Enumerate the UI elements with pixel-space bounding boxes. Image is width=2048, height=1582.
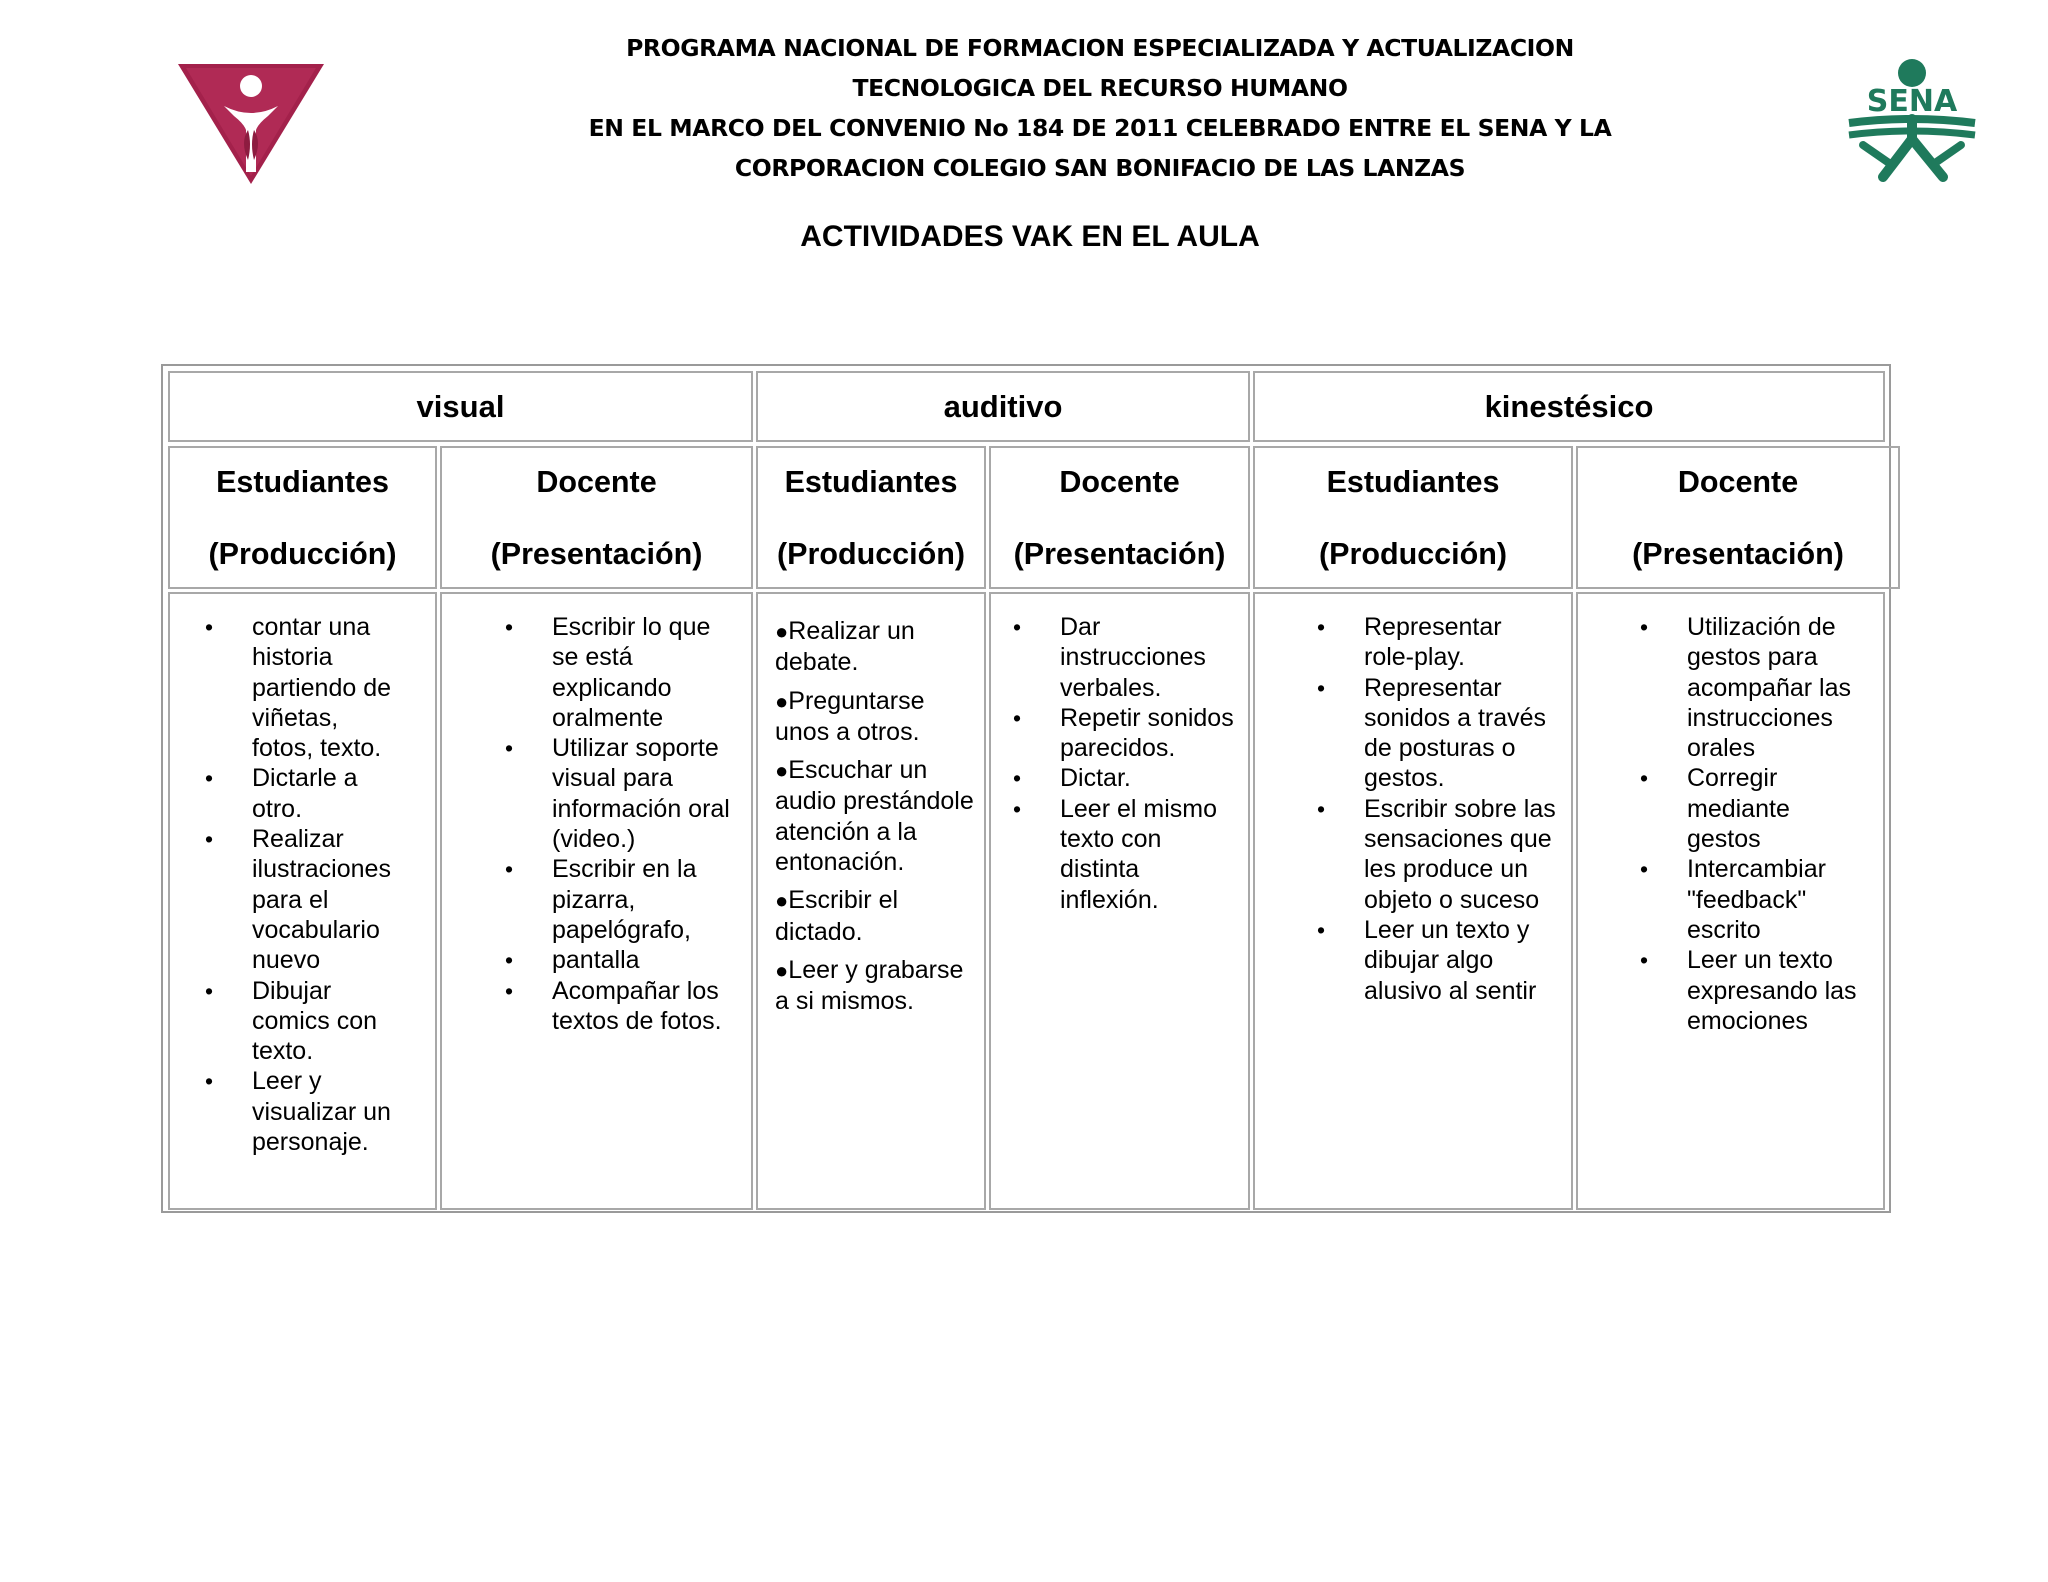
subheader-role: Docente xyxy=(536,465,657,499)
sena-logo-icon xyxy=(1843,55,1981,187)
subheader-mode: (Producción) xyxy=(208,537,397,571)
list-item: • Intercambiar "feedback" escrito xyxy=(1640,854,1870,945)
activity-list xyxy=(1317,612,1557,1006)
left-institution-logo xyxy=(178,64,324,188)
list-item xyxy=(775,686,976,748)
subheader-role: Estudiantes xyxy=(1326,465,1500,499)
list-item: • Escribir en la pizarra, papelógrafo, xyxy=(505,854,740,945)
subheader-role: Estudiantes xyxy=(216,465,389,499)
subheader-mode: (Producción) xyxy=(1318,537,1508,571)
subheader-role: Docente xyxy=(1677,465,1799,499)
bullet-dot-icon: ● xyxy=(775,957,789,983)
list-item: • Realizar ilustraciones para el vocabulario nuevo xyxy=(205,824,405,975)
activity-list xyxy=(1013,612,1238,915)
list-item: • Dar instrucciones verbales. xyxy=(1013,612,1238,703)
list-item-text: Leer y grabarse a si mismos. xyxy=(775,955,964,1016)
program-line: PROGRAMA NACIONAL DE FORMACION ESPECIALIZADA Y ACTUALIZACION xyxy=(626,34,1574,62)
subheader-visual-docente xyxy=(440,446,753,589)
list-item: • Leer un texto expresando las emociones xyxy=(1640,945,1870,1036)
list-item-text: Escribir el dictado. xyxy=(775,886,899,946)
list-item: • Utilización de gestos para acompañar las instrucciones orales xyxy=(1640,612,1870,763)
list-item: • Dictarle a otro. xyxy=(205,763,405,824)
sena-logo xyxy=(1843,55,1981,187)
cell-kinestesico-docente xyxy=(1576,592,1885,1210)
list-item: • Dibujar comics con texto. xyxy=(205,976,405,1067)
activity-list xyxy=(505,612,740,1036)
list-item: • Escribir sobre las sensaciones que les produce un objeto o suceso xyxy=(1317,794,1557,915)
group-header-kinestesico: kinestésico xyxy=(1253,371,1885,442)
list-item: • Utilizar soporte visual para información oral (video.) xyxy=(505,733,740,854)
list-item: • Repetir sonidos parecidos. xyxy=(1013,703,1238,764)
list-item: • Leer el mismo texto con distinta inflexión. xyxy=(1013,794,1238,915)
document-title: ACTIVIDADES VAK EN EL AULA xyxy=(800,220,1260,253)
group-header-visual: visual xyxy=(168,371,753,442)
list-item-text: Escuchar un audio prestándole atención a la entonación. xyxy=(775,756,974,877)
list-item xyxy=(775,955,976,1017)
subheader-role: Docente xyxy=(1059,465,1180,499)
list-item-text: Realizar un debate. xyxy=(775,617,915,677)
list-item-text: Preguntarse unos a otros. xyxy=(775,686,925,746)
list-item xyxy=(775,616,976,678)
bullet-dot-icon: ● xyxy=(775,888,789,914)
list-item: • Representar sonidos a través de posturas o gestos. xyxy=(1317,673,1557,794)
subheader-kinestesico-docente xyxy=(1576,446,1900,589)
list-item: • pantalla xyxy=(505,945,740,975)
subheader-mode: (Presentación) xyxy=(1632,537,1844,571)
list-item: • Acompañar los textos de fotos. xyxy=(505,976,740,1037)
left-logo-emblem-icon xyxy=(178,64,324,188)
subheader-mode: (Presentación) xyxy=(490,537,703,571)
list-item xyxy=(775,885,976,947)
list-item: • contar una historia partiendo de viñetas, fotos, texto. xyxy=(205,612,405,763)
bullet-dot-icon: ● xyxy=(775,619,789,644)
program-line: CORPORACION COLEGIO SAN BONIFACIO DE LAS LANZAS xyxy=(734,154,1466,182)
cell-kinestesico-estudiantes xyxy=(1253,592,1573,1210)
list-item: • Leer y visualizar un personaje. xyxy=(205,1066,405,1157)
cell-auditivo-estudiantes xyxy=(756,592,986,1210)
subheader-visual-estudiantes xyxy=(168,446,437,589)
list-item: • Escribir lo que se está explicando oralmente xyxy=(505,612,740,733)
program-line: EN EL MARCO DEL CONVENIO No 184 DE 2011 CELEBRADO ENTRE EL SENA Y LA xyxy=(588,114,1612,142)
subheader-role: Estudiantes xyxy=(784,465,958,499)
cell-visual-docente xyxy=(440,592,753,1210)
subheader-auditivo-estudiantes xyxy=(756,446,986,589)
bullet-dot-icon: ● xyxy=(775,758,789,784)
vak-activities-table xyxy=(161,364,1891,1213)
subheader-mode: (Producción) xyxy=(776,537,966,571)
program-header xyxy=(560,28,1640,188)
subheader-kinestesico-estudiantes xyxy=(1253,446,1573,589)
cell-visual-estudiantes xyxy=(168,592,437,1210)
subheader-auditivo-docente xyxy=(989,446,1250,589)
program-line: TECNOLOGICA DEL RECURSO HUMANO xyxy=(852,74,1348,102)
activity-list xyxy=(1640,612,1870,1036)
activity-list xyxy=(205,612,405,1157)
sena-logo-text: SENA xyxy=(1866,84,1958,119)
subheader-mode: (Presentación) xyxy=(1013,537,1226,571)
group-header-auditivo: auditivo xyxy=(756,371,1250,442)
list-item: • Corregir mediante gestos xyxy=(1640,763,1870,854)
list-item: • Leer un texto y dibujar algo alusivo al sentir xyxy=(1317,915,1557,1006)
list-item: • Dictar. xyxy=(1013,763,1238,793)
cell-auditivo-docente xyxy=(989,592,1250,1210)
bullet-dot-icon: ● xyxy=(775,688,789,714)
list-item: • Representar role-play. xyxy=(1317,612,1557,673)
activity-list xyxy=(775,616,976,1025)
list-item xyxy=(775,755,976,877)
